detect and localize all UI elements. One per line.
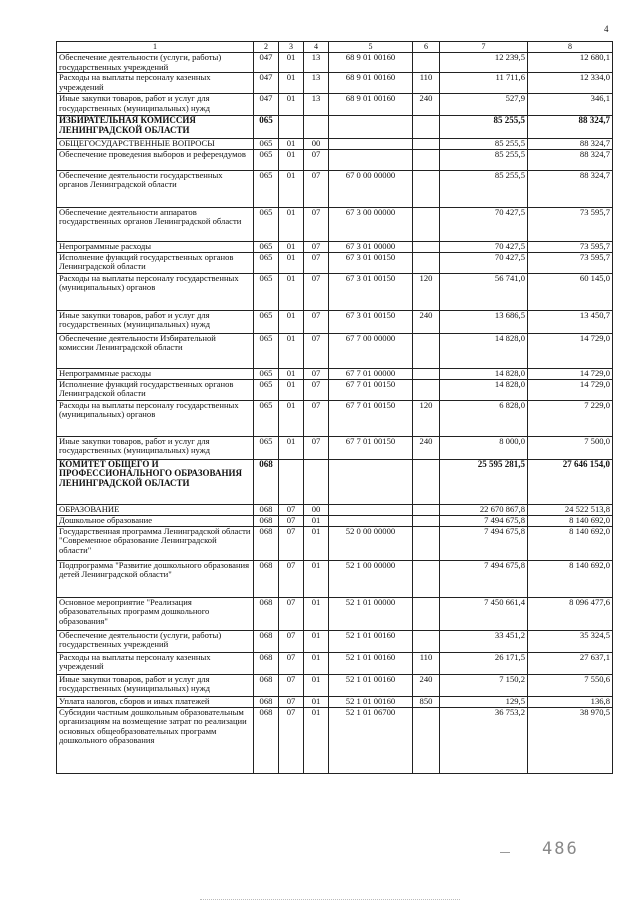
row-name: КОМИТЕТ ОБЩЕГО И ПРОФЕССИОНАЛЬНОГО ОБРАЗОВАНИЯ ЛЕНИНГРАДСКОЙ ОБЛАСТИ: [57, 459, 254, 504]
row-name: ОБРАЗОВАНИЕ: [57, 504, 254, 515]
target-article-code: [329, 515, 413, 526]
section-code: 07: [279, 630, 304, 652]
table-row: [57, 94, 613, 116]
target-article-code: 67 7 01 00150: [329, 436, 413, 459]
target-article-code: 67 7 01 00150: [329, 400, 413, 436]
amount-year-2: 8 140 692,0: [528, 515, 613, 526]
target-article-code: 67 7 00 00000: [329, 333, 413, 368]
expense-type-code: [413, 630, 440, 652]
budget-table: [56, 41, 613, 774]
row-name: Исполнение функций государственных органов Ленинградской области: [57, 379, 254, 400]
target-article-code: 67 3 01 00000: [329, 241, 413, 252]
ministry-code: 065: [254, 273, 279, 310]
amount-year-2: 60 145,0: [528, 273, 613, 310]
amount-year-1: 22 670 867,8: [440, 504, 528, 515]
expense-type-code: [413, 139, 440, 150]
column-header: 2: [254, 42, 279, 53]
subsection-code: 07: [304, 436, 329, 459]
ministry-code: 068: [254, 674, 279, 696]
amount-year-1: 85 255,5: [440, 170, 528, 207]
amount-year-1: 36 753,2: [440, 707, 528, 773]
target-article-code: [329, 139, 413, 150]
amount-year-1: 11 711,6: [440, 73, 528, 94]
amount-year-2: 12 680,1: [528, 53, 613, 73]
section-code: 01: [279, 139, 304, 150]
row-name: Субсидии частным дошкольным образовательным организациям на возмещение затрат по реализации основных общеобразовательных программ дошкольного образования: [57, 707, 254, 773]
target-article-code: 52 1 01 00160: [329, 674, 413, 696]
ministry-code: 047: [254, 73, 279, 94]
amount-year-2: 7 550,6: [528, 674, 613, 696]
row-name: ОБЩЕГОСУДАРСТВЕННЫЕ ВОПРОСЫ: [57, 139, 254, 150]
subsection-code: 01: [304, 696, 329, 707]
amount-year-1: 56 741,0: [440, 273, 528, 310]
ministry-code: 065: [254, 379, 279, 400]
section-code: 07: [279, 696, 304, 707]
subsection-code: 07: [304, 149, 329, 170]
row-name: Расходы на выплаты персоналу государственных (муниципальных) органов: [57, 400, 254, 436]
subsection-code: 01: [304, 674, 329, 696]
amount-year-2: 88 324,7: [528, 139, 613, 150]
table-row: [57, 560, 613, 597]
section-code: 01: [279, 333, 304, 368]
bottom-scan-line: [200, 899, 460, 900]
expense-type-code: [413, 515, 440, 526]
expense-type-code: 240: [413, 310, 440, 333]
target-article-code: 52 1 00 00000: [329, 560, 413, 597]
amount-year-2: 14 729,0: [528, 379, 613, 400]
table-row: [57, 652, 613, 674]
subsection-code: 01: [304, 707, 329, 773]
row-name: Дошкольное образование: [57, 515, 254, 526]
subsection-code: 00: [304, 504, 329, 515]
ministry-code: 065: [254, 139, 279, 150]
amount-year-1: 7 450 661,4: [440, 597, 528, 630]
amount-year-2: 24 522 513,8: [528, 504, 613, 515]
table-row: [57, 149, 613, 170]
amount-year-2: 136,8: [528, 696, 613, 707]
target-article-code: 52 1 01 06700: [329, 707, 413, 773]
column-header: 1: [57, 42, 254, 53]
amount-year-2: 38 970,5: [528, 707, 613, 773]
amount-year-2: 7 229,0: [528, 400, 613, 436]
expense-type-code: [413, 241, 440, 252]
amount-year-1: 7 494 675,8: [440, 515, 528, 526]
ministry-code: 065: [254, 207, 279, 241]
subsection-code: [304, 459, 329, 504]
table-row: [57, 400, 613, 436]
section-code: [279, 116, 304, 139]
target-article-code: [329, 504, 413, 515]
section-code: 01: [279, 149, 304, 170]
subsection-code: 13: [304, 53, 329, 73]
section-code: 07: [279, 652, 304, 674]
target-article-code: 52 0 00 00000: [329, 526, 413, 560]
amount-year-1: 527,9: [440, 94, 528, 116]
section-code: 01: [279, 207, 304, 241]
table-row: [57, 707, 613, 773]
column-header: 7: [440, 42, 528, 53]
table-row: [57, 252, 613, 273]
amount-year-2: 88 324,7: [528, 170, 613, 207]
amount-year-1: 25 595 281,5: [440, 459, 528, 504]
amount-year-1: 7 150,2: [440, 674, 528, 696]
row-name: Расходы на выплаты персоналу казенных учреждений: [57, 73, 254, 94]
row-name: Обеспечение деятельности аппаратов государственных органов Ленинградской области: [57, 207, 254, 241]
ministry-code: 065: [254, 241, 279, 252]
subsection-code: 01: [304, 526, 329, 560]
table-row: [57, 73, 613, 94]
ministry-code: 065: [254, 333, 279, 368]
ministry-code: 068: [254, 504, 279, 515]
expense-type-code: 240: [413, 436, 440, 459]
section-code: 01: [279, 436, 304, 459]
amount-year-1: 12 239,5: [440, 53, 528, 73]
row-name: Непрограммные расходы: [57, 241, 254, 252]
section-code: 07: [279, 597, 304, 630]
ministry-code: 047: [254, 94, 279, 116]
row-name: Обеспечение деятельности государственных органов Ленинградской области: [57, 170, 254, 207]
subsection-code: 13: [304, 73, 329, 94]
expense-type-code: [413, 597, 440, 630]
table-row: [57, 459, 613, 504]
section-code: 01: [279, 241, 304, 252]
ministry-code: 068: [254, 526, 279, 560]
section-code: 01: [279, 400, 304, 436]
target-article-code: 67 7 01 00000: [329, 368, 413, 379]
subsection-code: 07: [304, 241, 329, 252]
amount-year-1: 7 494 675,8: [440, 526, 528, 560]
page-number: 4: [604, 24, 609, 34]
row-name: Обеспечение проведения выборов и референдумов: [57, 149, 254, 170]
expense-type-code: 850: [413, 696, 440, 707]
table-row: [57, 273, 613, 310]
subsection-code: 01: [304, 652, 329, 674]
amount-year-2: 73 595,7: [528, 252, 613, 273]
target-article-code: 52 1 01 00160: [329, 652, 413, 674]
expense-type-code: [413, 53, 440, 73]
amount-year-1: 8 000,0: [440, 436, 528, 459]
section-code: 07: [279, 707, 304, 773]
ministry-code: 068: [254, 560, 279, 597]
ministry-code: 068: [254, 696, 279, 707]
section-code: 07: [279, 515, 304, 526]
column-header: 6: [413, 42, 440, 53]
section-code: 01: [279, 170, 304, 207]
row-name: ИЗБИРАТЕЛЬНАЯ КОМИССИЯ ЛЕНИНГРАДСКОЙ ОБЛАСТИ: [57, 116, 254, 139]
row-name: Иные закупки товаров, работ и услуг для государственных (муниципальных) нужд: [57, 436, 254, 459]
section-code: 01: [279, 94, 304, 116]
column-header: 4: [304, 42, 329, 53]
table-row: [57, 504, 613, 515]
amount-year-1: 26 171,5: [440, 652, 528, 674]
table-row: [57, 116, 613, 139]
target-article-code: 52 1 01 00160: [329, 630, 413, 652]
ministry-code: 065: [254, 149, 279, 170]
amount-year-2: 14 729,0: [528, 333, 613, 368]
ministry-code: 065: [254, 310, 279, 333]
row-name: Уплата налогов, сборов и иных платежей: [57, 696, 254, 707]
amount-year-1: 33 451,2: [440, 630, 528, 652]
ministry-code: 068: [254, 652, 279, 674]
column-header: 3: [279, 42, 304, 53]
amount-year-1: 129,5: [440, 696, 528, 707]
section-code: 01: [279, 252, 304, 273]
subsection-code: 01: [304, 515, 329, 526]
amount-year-2: 35 324,5: [528, 630, 613, 652]
amount-year-1: 70 427,5: [440, 241, 528, 252]
amount-year-2: 73 595,7: [528, 241, 613, 252]
table-row: [57, 207, 613, 241]
expense-type-code: [413, 368, 440, 379]
ministry-code: 068: [254, 707, 279, 773]
subsection-code: 07: [304, 310, 329, 333]
amount-year-2: 8 140 692,0: [528, 526, 613, 560]
amount-year-2: 8 140 692,0: [528, 560, 613, 597]
target-article-code: 67 3 01 00150: [329, 310, 413, 333]
ministry-code: 068: [254, 515, 279, 526]
row-name: Расходы на выплаты персоналу государственных (муниципальных) органов: [57, 273, 254, 310]
stamp-number: 486: [542, 839, 579, 859]
expense-type-code: 240: [413, 674, 440, 696]
expense-type-code: [413, 170, 440, 207]
table-row: [57, 696, 613, 707]
amount-year-2: 12 334,0: [528, 73, 613, 94]
section-code: 01: [279, 273, 304, 310]
amount-year-1: 14 828,0: [440, 333, 528, 368]
table-row: [57, 333, 613, 368]
table-row: [57, 436, 613, 459]
table-row: [57, 368, 613, 379]
ministry-code: 068: [254, 597, 279, 630]
expense-type-code: 110: [413, 652, 440, 674]
column-header-row: [57, 42, 613, 53]
expense-type-code: [413, 560, 440, 597]
target-article-code: [329, 149, 413, 170]
amount-year-2: 73 595,7: [528, 207, 613, 241]
section-code: 07: [279, 560, 304, 597]
target-article-code: 68 9 01 00160: [329, 53, 413, 73]
table-row: [57, 674, 613, 696]
ministry-code: 065: [254, 400, 279, 436]
section-code: 01: [279, 73, 304, 94]
amount-year-2: 13 450,7: [528, 310, 613, 333]
subsection-code: 07: [304, 170, 329, 207]
section-code: [279, 459, 304, 504]
section-code: 01: [279, 310, 304, 333]
target-article-code: 67 7 01 00150: [329, 379, 413, 400]
section-code: 01: [279, 379, 304, 400]
expense-type-code: [413, 707, 440, 773]
target-article-code: 52 1 01 00000: [329, 597, 413, 630]
amount-year-2: 88 324,7: [528, 116, 613, 139]
expense-type-code: [413, 504, 440, 515]
amount-year-2: 346,1: [528, 94, 613, 116]
table-row: [57, 310, 613, 333]
ministry-code: 065: [254, 170, 279, 207]
expense-type-code: [413, 252, 440, 273]
row-name: Подпрограмма "Развитие дошкольного образования детей Ленинградской области": [57, 560, 254, 597]
subsection-code: 07: [304, 368, 329, 379]
target-article-code: 67 3 00 00000: [329, 207, 413, 241]
subsection-code: 13: [304, 94, 329, 116]
amount-year-1: 70 427,5: [440, 252, 528, 273]
row-name: Расходы на выплаты персоналу казенных учреждений: [57, 652, 254, 674]
target-article-code: 67 3 01 00150: [329, 273, 413, 310]
row-name: Обеспечение деятельности (услуги, работы) государственных учреждений: [57, 630, 254, 652]
section-code: 07: [279, 674, 304, 696]
expense-type-code: [413, 526, 440, 560]
section-code: 07: [279, 526, 304, 560]
amount-year-2: 7 500,0: [528, 436, 613, 459]
amount-year-2: 8 096 477,6: [528, 597, 613, 630]
row-name: Основное мероприятие "Реализация образовательных программ дошкольного образования": [57, 597, 254, 630]
row-name: Обеспечение деятельности Избирательной комиссии Ленинградской области: [57, 333, 254, 368]
ministry-code: 065: [254, 252, 279, 273]
subsection-code: 07: [304, 207, 329, 241]
section-code: 01: [279, 53, 304, 73]
subsection-code: 07: [304, 252, 329, 273]
amount-year-1: 13 686,5: [440, 310, 528, 333]
amount-year-2: 88 324,7: [528, 149, 613, 170]
row-name: Иные закупки товаров, работ и услуг для государственных (муниципальных) нужд: [57, 674, 254, 696]
expense-type-code: 240: [413, 94, 440, 116]
row-name: Иные закупки товаров, работ и услуг для государственных (муниципальных) нужд: [57, 310, 254, 333]
amount-year-1: 7 494 675,8: [440, 560, 528, 597]
dash-mark: [500, 852, 510, 853]
column-header: 8: [528, 42, 613, 53]
subsection-code: [304, 116, 329, 139]
ministry-code: 068: [254, 630, 279, 652]
ministry-code: 065: [254, 368, 279, 379]
subsection-code: 01: [304, 597, 329, 630]
table-row: [57, 597, 613, 630]
ministry-code: 068: [254, 459, 279, 504]
row-name: Иные закупки товаров, работ и услуг для государственных (муниципальных) нужд: [57, 94, 254, 116]
amount-year-1: 14 828,0: [440, 368, 528, 379]
ministry-code: 065: [254, 436, 279, 459]
expense-type-code: [413, 379, 440, 400]
table-row: [57, 379, 613, 400]
table-row: [57, 170, 613, 207]
target-article-code: 52 1 01 00160: [329, 696, 413, 707]
amount-year-2: 14 729,0: [528, 368, 613, 379]
amount-year-2: 27 637,1: [528, 652, 613, 674]
subsection-code: 01: [304, 560, 329, 597]
subsection-code: 01: [304, 630, 329, 652]
table-row: [57, 526, 613, 560]
amount-year-1: 85 255,5: [440, 149, 528, 170]
table-row: [57, 515, 613, 526]
ministry-code: 065: [254, 116, 279, 139]
expense-type-code: [413, 116, 440, 139]
subsection-code: 07: [304, 273, 329, 310]
ministry-code: 047: [254, 53, 279, 73]
row-name: Государственная программа Ленинградской области "Современное образование Ленинградской области": [57, 526, 254, 560]
row-name: Обеспечение деятельности (услуги, работы) государственных учреждений: [57, 53, 254, 73]
row-name: Исполнение функций государственных органов Ленинградской области: [57, 252, 254, 273]
expense-type-code: [413, 207, 440, 241]
target-article-code: [329, 116, 413, 139]
subsection-code: 07: [304, 400, 329, 436]
section-code: 01: [279, 368, 304, 379]
amount-year-1: 70 427,5: [440, 207, 528, 241]
expense-type-code: 120: [413, 400, 440, 436]
amount-year-1: 85 255,5: [440, 139, 528, 150]
amount-year-1: 85 255,5: [440, 116, 528, 139]
amount-year-2: 27 646 154,0: [528, 459, 613, 504]
expense-type-code: 110: [413, 73, 440, 94]
subsection-code: 07: [304, 333, 329, 368]
table-body: [57, 53, 613, 774]
table-row: [57, 630, 613, 652]
row-name: Непрограммные расходы: [57, 368, 254, 379]
table-row: [57, 139, 613, 150]
subsection-code: 07: [304, 379, 329, 400]
expense-type-code: [413, 459, 440, 504]
section-code: 07: [279, 504, 304, 515]
target-article-code: 68 9 01 00160: [329, 94, 413, 116]
target-article-code: 67 0 00 00000: [329, 170, 413, 207]
amount-year-1: 14 828,0: [440, 379, 528, 400]
expense-type-code: [413, 333, 440, 368]
expense-type-code: 120: [413, 273, 440, 310]
target-article-code: [329, 459, 413, 504]
table-row: [57, 241, 613, 252]
column-header: 5: [329, 42, 413, 53]
expense-type-code: [413, 149, 440, 170]
amount-year-1: 6 828,0: [440, 400, 528, 436]
target-article-code: 68 9 01 00160: [329, 73, 413, 94]
table-row: [57, 53, 613, 73]
target-article-code: 67 3 01 00150: [329, 252, 413, 273]
subsection-code: 00: [304, 139, 329, 150]
